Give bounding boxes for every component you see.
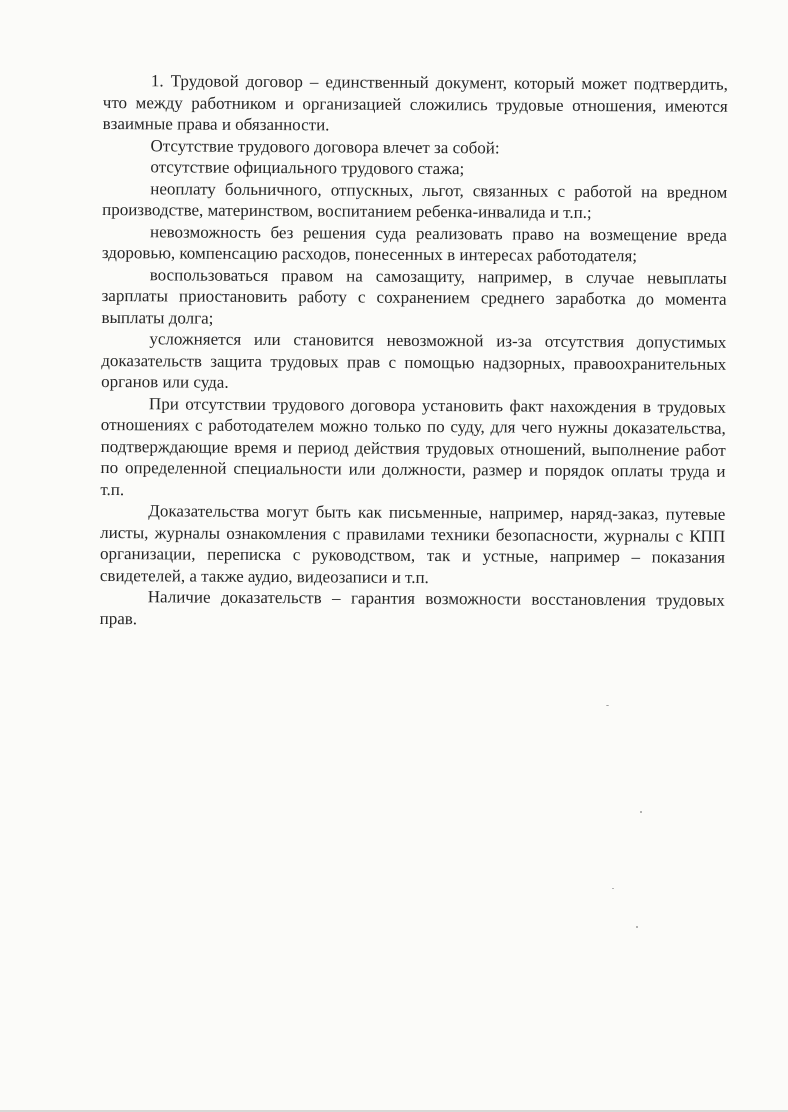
paragraph-9: Доказательства могут быть как письменные, например, наряд-заказ, путевые листы, журналы ознакомления с правилами техники безопасности, журналы с КПП организации, переписка с руководством, так и устные, например – показания свидетелей, а также аудио, видеозаписи и т.п. — [99, 501, 726, 587]
paragraph-1: 1. Трудовой договор – единственный документ, который может подтвердить, что между работником и организацией сложились трудовые отношения, имеются взаимные права и обязанности. — [102, 71, 728, 135]
paragraph-3: отсутствие официального трудового стажа; — [150, 157, 465, 179]
paragraph-10: Наличие доказательств – гарантия возможности восстановления трудовых прав. — [99, 587, 725, 628]
paragraph-6: воспользоваться правом на самозащиту, например, в случае невыплаты зарплаты приостановить работу с сохранением среднего заработка до момента выплаты долга; — [101, 264, 727, 328]
document-body — [100, 70, 728, 633]
paragraph-2: Отсутствие трудового договора влечет за собой: — [150, 135, 500, 157]
paragraph-7: усложняется или становится невозможной из-за отсутствия допустимых доказательств защита трудовых прав с помощью надзорных, правоохранительных органов или суда. — [101, 329, 727, 392]
paragraph-5: невозможность без решения суда реализовать право на возмещение вреда здоровью, компенсацию расходов, понесенных в интересах работодателя; — [101, 221, 728, 266]
scan-speck — [636, 926, 638, 928]
scan-speck — [606, 705, 609, 706]
scan-speck — [612, 888, 614, 889]
paragraph-8: При отсутствии трудового договора установить факт нахождения в трудовых отношениях с работодателем можно только по суду, для чего нужны доказательства, подтверждающие время и период действия трудовых отношений, выполнение работ по определенной специальности или должности, размер и порядок оплаты труда и т.п. — [100, 393, 727, 499]
scan-speck — [640, 811, 642, 813]
paragraph-4: неоплату больничного, отпускных, льгот, связанных с работой на вредном производстве, материнством, воспитанием ребенка-инвалида и т.п.; — [102, 178, 728, 222]
